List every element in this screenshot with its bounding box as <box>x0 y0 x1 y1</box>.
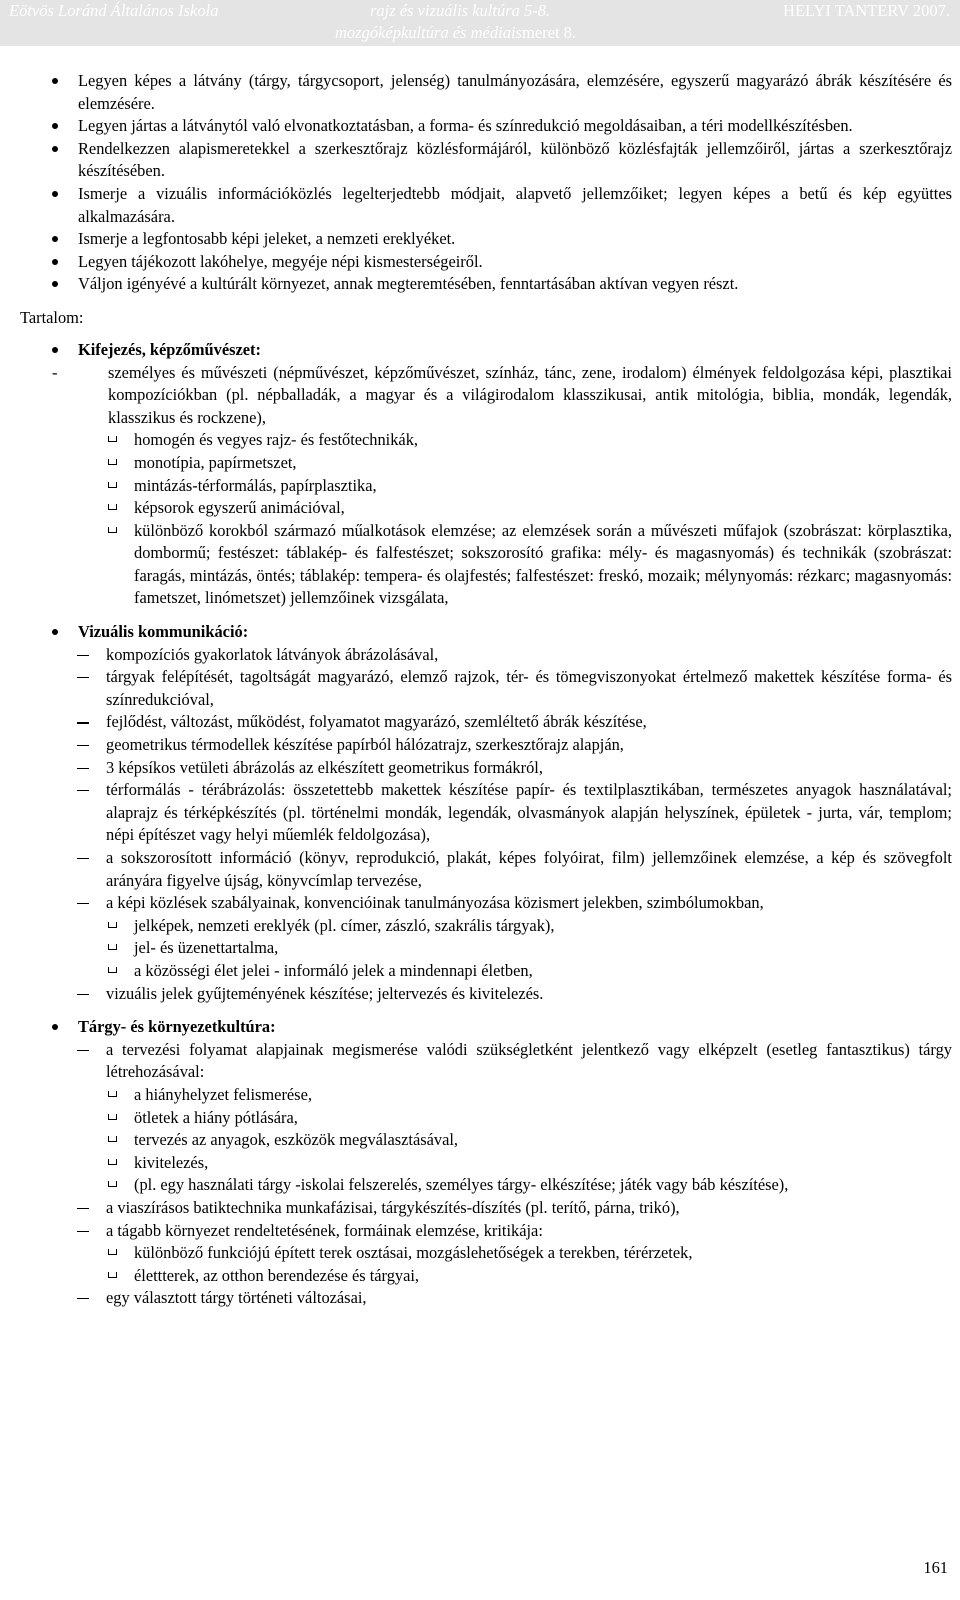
sub-item: kivitelezés, <box>0 1152 960 1175</box>
sub-item: különböző funkciójú épített terek osztásai, mozgáslehetőségek a terekben, térérzetek, <box>0 1242 960 1265</box>
dash-item: a képi közlések szabályainak, konvencióinak tanulmányozása közismert jelekben, szimbólumokban, <box>0 892 960 915</box>
header-subject-line2-italic: mozgóképkultúra és médiais <box>335 23 522 42</box>
dash-item: fejlődést, változást, működést, folyamatot magyarázó, szemléltető ábrák készítése, <box>0 711 960 734</box>
dash-item: a tágabb környezet rendeltetésének, formáinak elemzése, kritikája: <box>0 1220 960 1243</box>
requirement-item: Legyen jártas a látványtól való elvonatkoztatásban, a forma- és színredukció megoldásaiban, a téri modellkészítésben. <box>0 115 960 138</box>
dash-item: térformálás - térábrázolás: összetettebb makettek készítése papír- és textilplasztikában, természetes anyagok használatával; alaprajz és térképkészítés (pl. történelmi mondák, legendák, olvasmányok alapján helyszínek, épületek - jurta, vár, templom; népi építészet vagy helyi műemlék feldolgozása), <box>0 779 960 847</box>
requirement-item: Legyen képes a látvány (tárgy, tárgycsoport, jelenség) tanulmányozására, elemzésére, egyszerű magyarázó ábrák készítésére és elemzésére. <box>0 70 960 115</box>
content-heading: Tartalom: <box>20 307 84 327</box>
sub-item: a közösségi élet jelei - informáló jelek a mindennapi életben, <box>0 960 960 983</box>
sub-item: homogén és vegyes rajz- és festőtechnikák, <box>0 429 960 452</box>
document-body <box>0 70 960 1310</box>
sub-item: jel- és üzenettartalma, <box>0 937 960 960</box>
sub-item: monotípia, papírmetszet, <box>0 452 960 475</box>
sub-item: a hiányhelyzet felismerése, <box>0 1084 960 1107</box>
header-plan: HELYI TANTERV 2007. <box>783 1 950 20</box>
dash-item: - személyes és művészeti (népművészet, képzőművészet, színház, tánc, zene, irodalom) élmények feldolgozása képi, plasztikai kompozíciókban (pl. népballadák, a magyar és a világirodalom klasszikusai, antik mitológia, biblia, mondák, legendák, klasszikus és rockzene), <box>0 362 960 430</box>
dash-item: tárgyak felépítését, tagoltságát magyarázó, elemző rajzok, tér- és tömegviszonyokat értelmező makettek készítése forma- és színredukcióval, <box>0 666 960 711</box>
header-subject: rajz és vizuális kultúra 5-8. <box>370 1 551 20</box>
requirements-list <box>0 70 960 296</box>
dash-item: geometrikus térmodellek készítése papírból hálózatrajz, szerkesztőrajz alapján, <box>0 734 960 757</box>
dash-item: a viaszírásos batiktechnika munkafázisai, tárgykészítés-díszítés (pl. terítő, párna, trikó), <box>0 1197 960 1220</box>
dash-item: egy választott tárgy történeti változásai, <box>0 1287 960 1310</box>
header-school: Eötvös Loránd Általános Iskola <box>9 1 219 20</box>
requirement-item: Váljon igényévé a kultúrált környezet, annak megteremtésében, fenntartásában aktívan vegyen részt. <box>0 273 960 296</box>
dash-item: a tervezési folyamat alapjainak megismerése valódi szükségletként jelentkező vagy elképzelt (esetleg fantasztikus) tárgy létrehozásával: <box>0 1039 960 1084</box>
dash-item: kompozíciós gyakorlatok látványok ábrázolásával, <box>0 644 960 667</box>
section-title: Kifejezés, képzőművészet: <box>0 339 960 362</box>
page-header <box>0 0 960 46</box>
requirement-item: Ismerje a vizuális információközlés legelterjedtebb módjait, alapvető jellemzőiket; legyen képes a betű és kép együttes alkalmazására. <box>0 183 960 228</box>
sub-item: mintázás-térformálás, papírplasztika, <box>0 475 960 498</box>
section-kifejezes <box>0 339 960 610</box>
header-subject-line2-rest: meret 8. <box>521 23 577 42</box>
sub-item: jelképek, nemzeti ereklyék (pl. címer, zászló, szakrális tárgyak), <box>0 915 960 938</box>
section-title: Vizuális kommunikáció: <box>0 621 960 644</box>
dash-item: 3 képsíkos vetületi ábrázolás az elkészített geometrikus formákról, <box>0 757 960 780</box>
requirement-item: Rendelkezzen alapismeretekkel a szerkesztőrajz közlésformájáról, különböző közlésfajták jellemzőiről, jártas a szerkesztőrajz készítésében. <box>0 138 960 183</box>
sub-item: élettterek, az otthon berendezése és tárgyai, <box>0 1265 960 1288</box>
section-vizualis <box>0 621 960 1005</box>
header-subject-line2 <box>335 22 576 44</box>
requirement-item: Ismerje a legfontosabb képi jeleket, a nemzeti ereklyéket. <box>0 228 960 251</box>
dash-item: vizuális jelek gyűjteményének készítése; jeltervezés és kivitelezés. <box>0 983 960 1006</box>
dash-item: a sokszorosított információ (könyv, reprodukció, plakát, képes folyóirat, film) jellemzőinek elemzése, a kép és szövegfolt arányára figyelve újság, könyvcímlap tervezése, <box>0 847 960 892</box>
sub-item: (pl. egy használati tárgy -iskolai felszerelés, személyes tárgy- elkészítése; játék vagy báb készítése), <box>0 1174 960 1197</box>
sub-item: különböző korokból származó műalkotások elemzése; az elemzések során a művészeti műfajok (szobrászat: körplasztika, dombormű; festészet: táblakép- és falfestészet; sokszorosító grafika: mély- és magasnyomás) és technikák (szobrászat: faragás, mintázás, öntés; táblakép: tempera- és olajfestés; falfestészet: freskó, mozaik; mélynyomás: rézkarc; magasnyomás: fametszet, linómetszet) jellemzőinek vizsgálata, <box>0 520 960 610</box>
section-targy <box>0 1016 960 1310</box>
requirement-item: Legyen tájékozott lakóhelye, megyéje népi kismesterségeiről. <box>0 251 960 274</box>
sub-item: ötletek a hiány pótlására, <box>0 1107 960 1130</box>
page-number: 161 <box>923 1558 948 1577</box>
sub-item: tervezés az anyagok, eszközök megválasztásával, <box>0 1129 960 1152</box>
section-title: Tárgy- és környezetkultúra: <box>0 1016 960 1039</box>
sub-item: képsorok egyszerű animációval, <box>0 497 960 520</box>
